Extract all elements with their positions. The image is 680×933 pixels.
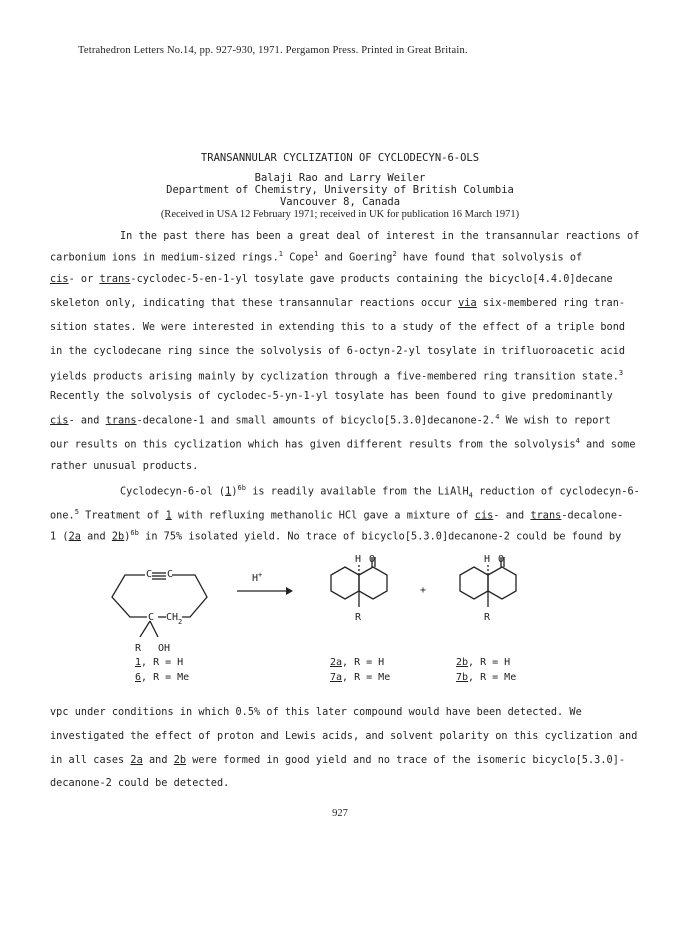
- para1-line: in the cyclodecane ring since the solvolysis of 6-octyn-2-yl tosylate in trifluoroacetic acid: [50, 346, 626, 357]
- para3-line: vpc under conditions in which 0.5% of this later compound would have been detected. We: [50, 707, 582, 718]
- para1-line: sition states. We were interested in extending this to a study of the effect of a triple bond: [50, 322, 626, 333]
- para2-line: 1 (2a and 2b)$^{6b}$ in 75% isolated yield. No trace of bicyclo[5.3.0]decanone-2 could be found by: [50, 529, 622, 543]
- affiliation-city: Vancouver 8, Canada: [279, 196, 401, 208]
- r-substituent-label: R: [484, 612, 491, 623]
- para3-line: in all cases 2a and 2b were formed in good yield and no trace of the isomeric bicyclo[5.3.0]-: [50, 755, 626, 766]
- r-substituent-label: R: [135, 643, 142, 654]
- para1-line: In the past there has been a great deal of interest in the transannular reactions of: [120, 231, 640, 242]
- methylene-label: $CH_2$: [166, 612, 183, 626]
- compound-label-7b: 7b, R = Me: [456, 672, 517, 683]
- acid-catalyst-label: H+: [252, 571, 263, 584]
- compound-label-1: 1, R = H: [135, 657, 184, 668]
- para1-line: cis- or trans-cyclodec-5-en-1-yl tosylate gave products containing the bicyclo[4.4.0]decane: [50, 274, 613, 285]
- journal-citation: Tetrahedron Letters No.14, pp. 927-930, 1971. Pergamon Press. Printed in Great Britain.: [78, 45, 468, 56]
- authors: Balaji Rao and Larry Weiler: [254, 172, 426, 184]
- triple-bond-carbon-right: C: [167, 569, 174, 580]
- para2-line: Cyclodecyn-6-ol $(1)^{6b}$ is readily available from the LiAlH$_4$ reduction of cyclodecyn-6-: [120, 484, 640, 500]
- para1-line: cis- and trans-decalone-1 and small amounts of bicyclo[5.3.0]decanone-2.$^4$ We wish to report: [50, 413, 611, 427]
- plus-sign: +: [420, 585, 427, 596]
- hydroxyl-label: OH: [158, 643, 171, 654]
- compound-label-2a: 2a, R = H: [330, 657, 385, 668]
- ring-fusion-h-label: H: [355, 554, 362, 565]
- para1-line: Recently the solvolysis of cyclodec-5-yn-1-yl tosylate has been found to give predominantly: [50, 391, 613, 402]
- para1-line: yields products arising mainly by cyclization through a five-membered ring transition state.$^3$: [50, 369, 624, 383]
- compound-label-6: 6, R = Me: [135, 672, 190, 683]
- para1-line: skeleton only, indicating that these transannular reactions occur via six-membered ring tran-: [50, 298, 626, 309]
- received-dates: (Received in USA 12 February 1971; received in UK for publication 16 March 1971): [160, 209, 520, 220]
- arrow-head: [286, 587, 293, 595]
- para2-line: one.$^5$ Treatment of 1 with refluxing methanolic HCl gave a mixture of cis- and trans-decalone-: [50, 508, 624, 522]
- para1-line: rather unusual products.: [50, 461, 199, 472]
- carbonyl-o-label: O: [498, 554, 505, 565]
- compound-label-2b: 2b, R = H: [456, 657, 511, 668]
- cyclodecynol-structure: [112, 573, 207, 637]
- carbonyl-o-label: O: [369, 554, 376, 565]
- reaction-scheme: [0, 545, 680, 695]
- page-number: 927: [332, 808, 348, 819]
- compound-label-7a: 7a, R = Me: [330, 672, 391, 683]
- para3-line: investigated the effect of proton and Lewis acids, and solvent polarity on this cyclization and: [50, 731, 638, 742]
- para1-line: our results on this cyclization which has given different results from the solvolysis$^4$ and some: [50, 437, 636, 451]
- carbinol-carbon: C: [148, 612, 155, 623]
- paper-title: TRANSANNULAR CYCLIZATION OF CYCLODECYN-6-OLS: [200, 152, 480, 164]
- para3-line: decanone-2 could be detected.: [50, 778, 230, 789]
- para1-line: carbonium ions in medium-sized rings.$^1$ Cope$^1$ and Goering$^2$ have found that solvolysis of: [50, 250, 583, 264]
- triple-bond-carbon-left: C: [146, 569, 153, 580]
- r-substituent-label: R: [355, 612, 362, 623]
- affiliation-department: Department of Chemistry, University of British Columbia: [166, 184, 514, 196]
- ring-fusion-h-label: H: [484, 554, 491, 565]
